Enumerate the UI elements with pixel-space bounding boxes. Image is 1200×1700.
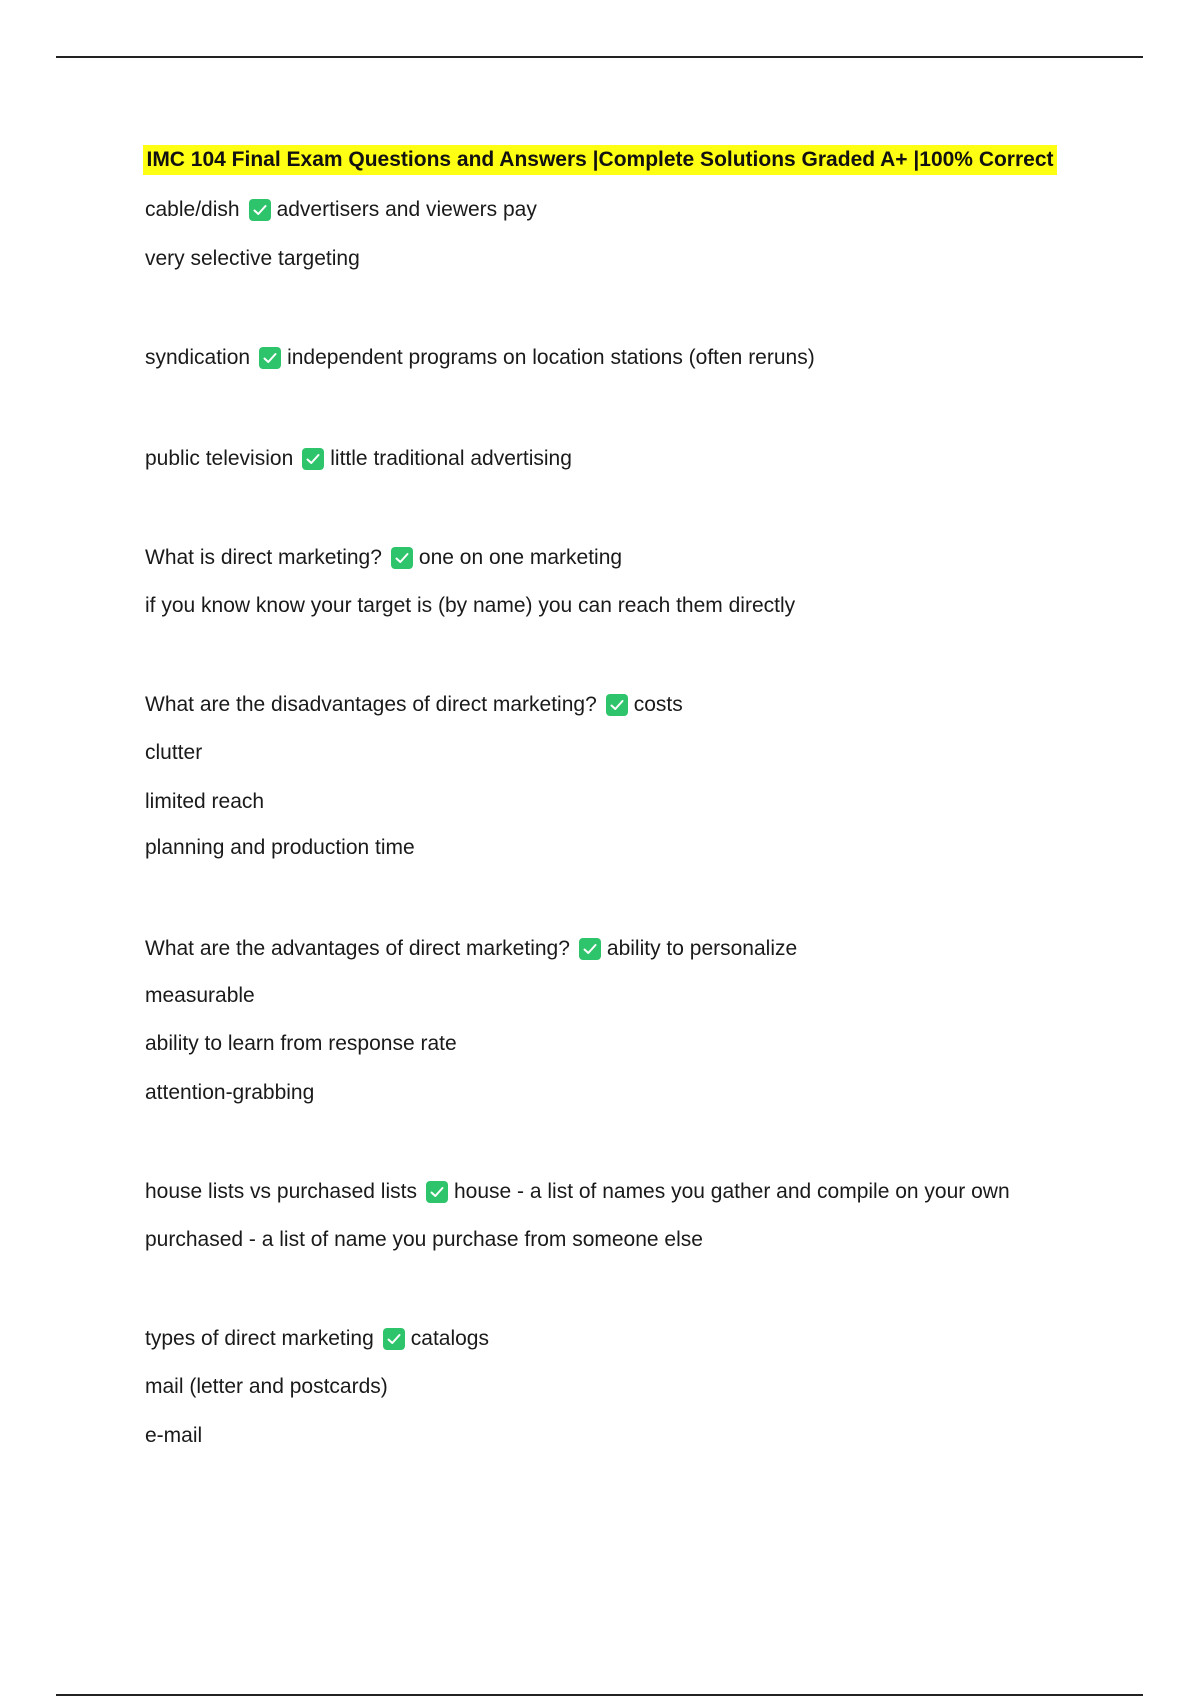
qa-row bbox=[145, 935, 797, 963]
answer-continuation: very selective targeting bbox=[145, 247, 360, 270]
question-text: house lists vs purchased lists bbox=[145, 1180, 417, 1203]
answer-continuation: if you know know your target is (by name) you can reach them directly bbox=[145, 594, 796, 617]
check-mark-icon bbox=[259, 347, 281, 369]
answer-text: house - a list of names you gather and compile on your own bbox=[453, 1180, 1010, 1203]
qa-row bbox=[145, 1325, 489, 1353]
answer-text: one on one marketing bbox=[418, 546, 623, 569]
answer-continuation: ability to learn from response rate bbox=[145, 1032, 457, 1055]
qa-row bbox=[145, 445, 572, 473]
question-text: What are the advantages of direct marketing? bbox=[145, 937, 570, 960]
check-mark-icon bbox=[606, 694, 628, 716]
qa-row bbox=[145, 691, 683, 719]
top-rule bbox=[56, 56, 1143, 58]
check-mark-icon bbox=[391, 547, 413, 569]
answer-text: costs bbox=[633, 693, 683, 716]
bottom-rule bbox=[56, 1694, 1143, 1696]
check-mark-icon bbox=[579, 938, 601, 960]
answer-text: independent programs on location stations (often reruns) bbox=[287, 346, 815, 369]
answer-text: ability to personalize bbox=[606, 937, 798, 960]
answer-continuation: measurable bbox=[145, 984, 255, 1007]
question-text: types of direct marketing bbox=[145, 1327, 374, 1350]
answer-continuation: attention-grabbing bbox=[145, 1081, 315, 1104]
question-text: cable/dish bbox=[145, 198, 240, 221]
qa-row bbox=[145, 344, 815, 372]
question-text: What are the disadvantages of direct marketing? bbox=[145, 693, 597, 716]
answer-continuation: mail (letter and postcards) bbox=[145, 1375, 388, 1398]
page-title: IMC 104 Final Exam Questions and Answers |Complete Solutions Graded A+ |100% Correct bbox=[143, 145, 1056, 175]
answer-continuation: planning and production time bbox=[145, 836, 415, 859]
qa-row bbox=[145, 1178, 1010, 1206]
check-mark-icon bbox=[426, 1181, 448, 1203]
qa-row bbox=[145, 544, 622, 572]
question-text: syndication bbox=[145, 346, 251, 369]
title-block bbox=[0, 145, 1200, 175]
answer-text: little traditional advertising bbox=[330, 447, 572, 470]
answer-continuation: purchased - a list of name you purchase from someone else bbox=[145, 1228, 703, 1251]
answer-continuation: clutter bbox=[145, 741, 203, 764]
question-text: public television bbox=[145, 447, 294, 470]
answer-text: catalogs bbox=[410, 1327, 489, 1350]
answer-continuation: e-mail bbox=[145, 1424, 203, 1447]
answer-text: advertisers and viewers pay bbox=[276, 198, 537, 221]
check-mark-icon bbox=[302, 448, 324, 470]
check-mark-icon bbox=[249, 199, 271, 221]
qa-row bbox=[145, 196, 537, 224]
answer-continuation: limited reach bbox=[145, 790, 265, 813]
check-mark-icon bbox=[383, 1328, 405, 1350]
question-text: What is direct marketing? bbox=[145, 546, 382, 569]
